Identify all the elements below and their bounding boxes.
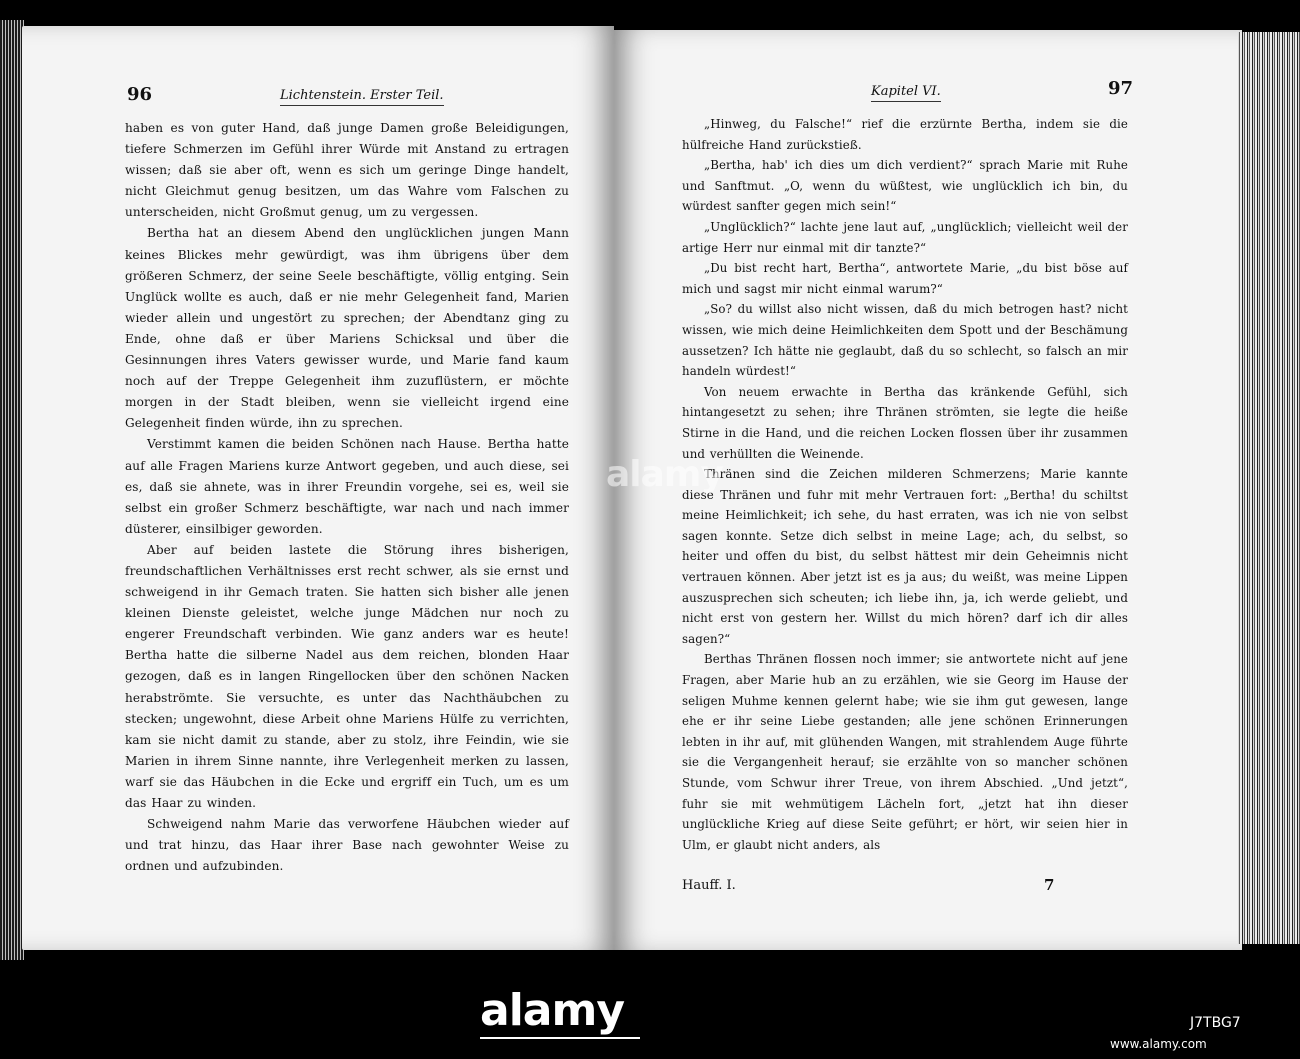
branding-bar bbox=[0, 960, 1300, 1059]
page-number-left: 96 bbox=[127, 84, 153, 105]
paragraph: Bertha hat an diesem Abend den unglücklichen jungen Mann keines Blickes mehr gewürdigt, was ihm übrigens über dem größeren Schmerz, der seine Seele beschäftigte, völlig entging. Sein Unglück wollte es auch, daß er nie mehr Gelegenheit fand, Marien wieder allein und ungestört zu sprechen; der Abendtanz ging zu Ende, ohne daß er über Mariens Schicksal und über die Gesinnungen ihres Vaters gewisser wurde, und Marie fand kaum noch auf der Treppe Gelegenheit ihm zuzuflüstern, er möchte morgen in der Stadt bleiben, wenn sie vielleicht irgend eine Gelegenheit finden würde, ihn zu sprechen. bbox=[125, 226, 569, 431]
paragraph: Schweigend nahm Marie das verworfene Häubchen wieder auf und trat hinzu, das Haar ihrer Base nach gewohnter Weise zu ordnen und aufzubinden. bbox=[125, 817, 569, 874]
paragraph: „Unglücklich?“ lachte jene laut auf, „unglücklich; vielleicht weil der artige Herr nur einmal mit dir tanzte?“ bbox=[682, 219, 1128, 255]
paragraph: haben es von guter Hand, daß junge Damen große Beleidigungen, tiefere Schmerzen im Gefühl ihrer Würde mit Anstand zu ertragen wissen; daß sie aber oft, wenn es sich um geringe Dinge handelt, nicht Gleichmut genug besitzen, um das Wahre vom Falschen zu unterscheiden, nicht Großmut genug, um zu vergessen. bbox=[125, 121, 569, 220]
paragraph: Aber auf beiden lastete die Störung ihres bisherigen, freundschaftlichen Verhältnisses erst recht schwer, als sie ernst und schweigend in ihr Gemach traten. Sie hatten sich bisher alle jenen kleinen Dienste geleistet, welche junge Mädchen nur noch zu engerer Freundschaft verbinden. Wie ganz anders war es heute! Bertha hatte die silberne Nadel aus dem reichen, blonden Haar gezogen, daß es in langen Ringellocken über den schönen Nacken herabströmte. Sie versuchte, es unter das Nachthäubchen zu stecken; ungewohnt, diese Arbeit ohne Mariens Hülfe zu verrichten, kam sie nicht damit zu stande, aber zu stolz, ihre Feindin, wie sie Marien in ihrem Sinne nannte, ihre Verlegenheit merken zu lassen, warf sie das Häubchen in die Ecke und ergriff ein Tuch, um es um das Haar zu winden. bbox=[125, 542, 569, 810]
svg-text:alamy: alamy bbox=[606, 454, 723, 495]
signature-mark: Hauff. I. bbox=[682, 878, 736, 893]
paragraph: „Hinweg, du Falsche!“ rief die erzürnte Bertha, indem sie die hülfreiche Hand zurückstieß. bbox=[682, 117, 1128, 152]
running-head-left: Lichtenstein. Erster Teil. bbox=[280, 88, 444, 106]
watermark-logo bbox=[606, 452, 726, 505]
book-edge-right bbox=[1238, 32, 1300, 944]
alamy-logo: alamy bbox=[480, 985, 624, 1036]
left-page bbox=[22, 26, 614, 950]
running-head-right: Kapitel VI. bbox=[871, 84, 941, 102]
paragraph: Berthas Thränen flossen noch immer; sie antwortete nicht auf jene Fragen, aber Marie hub an zu erzählen, wie sie Georg im Hause der seligen Muhme kennen gelernt habe; wie sie ihm gut gewesen, lange ehe er ihr seine Liebe gestanden; alle jene schönen Erinnerungen lebten in ihr auf, mit glühenden Wangen, mit strahlendem Auge führte sie die Vergangenheit herauf; sie erzählte von so mancher schönen Stunde, vom Schwur ihrer Treue, von ihrem Abschied. „Und jetzt“, fuhr sie mit wehmütigem Lächeln fort, „jetzt hat ihn dieser unglückliche Krieg auf diese Seite geführt; er hört, wir seien hier in Ulm, er glaubt nicht anders, als bbox=[682, 652, 1128, 852]
paragraph: „So? du willst also nicht wissen, daß du mich betrogen hast? nicht wissen, wie mich deine Heimlichkeiten dem Spott und der Beschämung aussetzen? Ich hätte nie geglaubt, daß du so schlecht, so falsch an mir handeln würdest!“ bbox=[682, 302, 1128, 379]
paragraph: „Du bist recht hart, Bertha“, antwortete Marie, „du bist böse auf mich und sagst mir nicht einmal warum?“ bbox=[682, 261, 1128, 296]
left-page-text bbox=[125, 118, 569, 877]
paragraph: „Bertha, hab' ich dies um dich verdient?“ sprach Marie mit Ruhe und Sanftmut. „O, wenn du wüßtest, wie unglücklich ich bin, du würdest sanfter gegen mich sein!“ bbox=[682, 158, 1128, 214]
paragraph: Thränen sind die Zeichen milderen Schmerzens; Marie kannte diese Thränen und fuhr mit mehr Vertrauen fort: „Bertha! du schiltst meine Heimlichkeit; ich sehe, du hast erraten, was ich nie von selbst sagen konnte. Setze dich selbst in meine Lage; ach, du selbst, so heiter und offen du bist, du selbst hättest mir dein Geheimnis nicht vertrauen können. Aber jetzt ist es ja aus; du weißt, was meine Lippen auszusprechen sich scheuten; ich liebe ihn, ja, ich werde geliebt, und nicht erst von gestern her. Willst du mich hören? darf ich dir alles sagen?“ bbox=[682, 467, 1128, 646]
logo-underline bbox=[480, 1037, 640, 1039]
sheet-number: 7 bbox=[1044, 876, 1055, 894]
image-id: J7TBG7 bbox=[1190, 1015, 1241, 1031]
paragraph: Verstimmt kamen die beiden Schönen nach Hause. Bertha hatte auf alle Fragen Mariens kurze Antwort gegeben, und auch diese, sei es, daß sie ahnete, was in ihrer Freundin vorgehe, sei es, weil sie selbst ein großer Schmerz beschäftigte, war nach und nach immer düsterer, einsilbiger geworden. bbox=[125, 437, 569, 536]
watermark-mark bbox=[606, 452, 726, 496]
right-page-text bbox=[682, 114, 1128, 855]
book-edge-left bbox=[0, 20, 24, 960]
page-number-right: 97 bbox=[1108, 78, 1134, 99]
site-url: www.alamy.com bbox=[1110, 1037, 1207, 1051]
paragraph: Von neuem erwachte in Bertha das kränkende Gefühl, sich hintangesetzt zu sehen; ihre Thränen strömten, sie legte die heiße Stirne in die Hand, und die reichen Locken flossen über ihr zusammen und verhüllten die Weinende. bbox=[682, 384, 1128, 461]
